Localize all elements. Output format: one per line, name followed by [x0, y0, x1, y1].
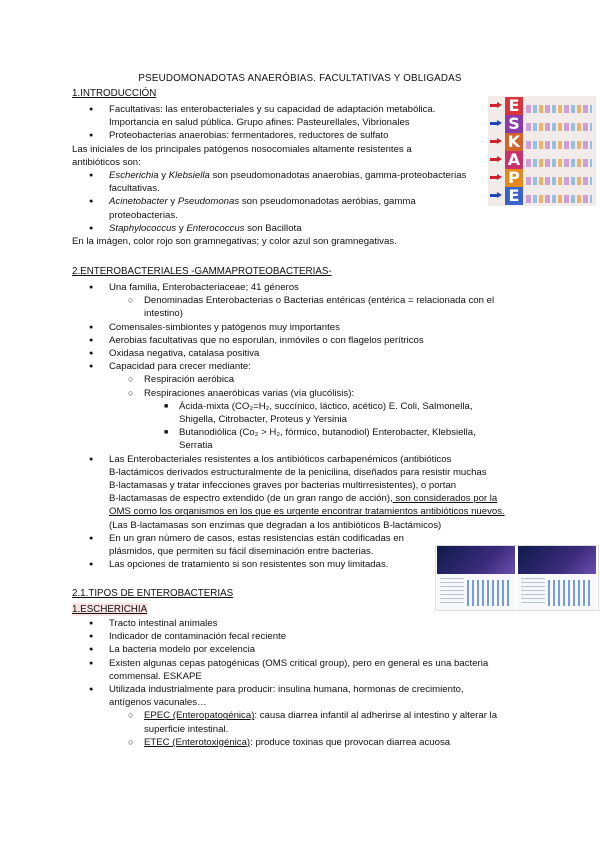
- who-report-image: [435, 545, 599, 611]
- report-text: [521, 578, 545, 606]
- bacteria-icons: [526, 195, 592, 203]
- genus-name: Klebsiella: [168, 170, 210, 182]
- underlined-text: OMS como los organismos en los que es urgente encontrar tratamientos antibióticos nuevos.: [109, 506, 505, 518]
- arrow-right-icon: [490, 138, 502, 145]
- bacteria-icons: [526, 141, 592, 149]
- genus-name: Escherichia: [109, 170, 159, 182]
- underlined-term: ETEC (Enterotoxigénica): [144, 736, 251, 748]
- text-line: Importancia en salud pública. Grupo afines: Pasteurellales, Vibrionales: [109, 117, 410, 129]
- eskape-row: [488, 151, 596, 169]
- escherichia-block: [72, 617, 532, 749]
- eskape-letter: E: [505, 187, 523, 205]
- sub-list-item: ○ Respiración aeróbica: [72, 373, 532, 386]
- list-item: [72, 103, 492, 129]
- section-heading-enterobacteriales: 2.ENTEROBACTERIALES -GAMMAPROTEOBACTERIAS-: [72, 266, 332, 277]
- text-line: proteobacterias.: [109, 209, 178, 221]
- text-line: Facultativas: las enterobacteriales y su capacidad de adaptación metabólica.: [109, 104, 436, 115]
- text-line: Utilizada industrialmente para producir: insulina humana, hormonas de crecimiento,: [109, 684, 464, 696]
- text-line: (Las B-lactamasas son enzimas que degradan a los antibióticos B-lactámicos): [109, 519, 442, 531]
- text-fragment: y: [158, 170, 169, 182]
- text-line: En un gran número de casos, estas resistencias están codificadas en: [109, 532, 404, 544]
- report-bars: [548, 580, 592, 606]
- list-item: [72, 683, 532, 709]
- report-banner: [518, 546, 596, 574]
- report-panel: [437, 546, 515, 610]
- arrow-right-icon: [490, 174, 502, 181]
- sub-list-item: [72, 736, 532, 749]
- text-fragment: y: [176, 222, 187, 234]
- text-line: antibióticos son:: [72, 156, 141, 168]
- bacteria-icons: [526, 177, 592, 185]
- list-item: ● Indicador de contaminación fecal reciente: [72, 630, 532, 643]
- text-line: B-lactámicos derivados estructuralmente de la penicilina, diseñados para resistir muchas: [109, 466, 487, 478]
- text-fragment: : produce toxinas que provocan diarrea acuosa: [250, 736, 451, 748]
- sub-list-item: [72, 294, 532, 320]
- genus-name: Acinetobacter: [109, 196, 168, 208]
- eskape-letter: P: [505, 169, 523, 187]
- text-line: Shigella, Citrobacter, Proteus y Yersinia: [179, 414, 347, 426]
- text-line: B-lactamasas y tratar infecciones graves por bacterias multirresistentes), o portan: [109, 480, 457, 492]
- text-line: Existen algunas cepas patogénicas (OMS critical group), pero en general es una bacteria: [109, 657, 489, 669]
- text-line: Ácida-mixta (CO₂=H₂, succínico, láctico, acético) E. Coli, Salmonella,: [179, 400, 473, 412]
- sub-sub-list-item: [72, 400, 532, 426]
- text-fragment: son pseudomonadotas anaerobias, gamma-proteobacterias: [209, 170, 467, 182]
- report-banner: [437, 546, 515, 574]
- bacteria-icons: [526, 123, 592, 131]
- eskape-row: [488, 133, 596, 151]
- bacteria-icons: [526, 105, 592, 113]
- text-line: B-lactamasas de espectro extendido (de un gran rango de acción),: [109, 493, 393, 505]
- page-title: PSEUDOMONADOTAS ANAERÓBIAS. FACULTATIVAS Y OBLIGADAS: [138, 73, 462, 84]
- list-item: [72, 453, 532, 532]
- eskape-letter: E: [505, 97, 523, 115]
- text-line: Las iniciales de los principales patógenos nosocomiales altamente resistentes a: [72, 143, 412, 155]
- list-item: ● Proteobacterias anaerobias: fermentadores, reductores de sulfato: [72, 129, 492, 142]
- intro-block: [72, 103, 492, 248]
- text-fragment: son Bacillota: [244, 222, 302, 234]
- text-fragment: son pseudomonadotas aeróbias, gamma: [239, 196, 416, 208]
- eskape-figure: [488, 96, 596, 206]
- text-line: Serratia: [179, 440, 213, 452]
- eskape-letter: A: [505, 151, 523, 169]
- sub-list-item: [72, 709, 532, 735]
- eskape-row: [488, 169, 596, 187]
- genus-name: Staphylococcus: [109, 222, 177, 234]
- text-line: Butanodiólica (Co₂ > H₂, fórmico, butanodiol) Enterobacter, Klebsiella,: [179, 427, 476, 439]
- list-item: ● Comensales-simbiontes y patógenos muy importantes: [72, 321, 532, 334]
- subsection-heading-escherichia: 1.ESCHERICHIA: [72, 604, 148, 615]
- list-item: [72, 195, 492, 221]
- text-fragment: y: [167, 196, 178, 208]
- list-item: ● Tracto intestinal animales: [72, 617, 532, 630]
- arrow-right-icon: [490, 156, 502, 163]
- list-item: [72, 169, 492, 195]
- eskape-letter: S: [505, 115, 523, 133]
- paragraph: En la imágen, color rojo son gramnegativas; y color azul son gramnegativas.: [72, 236, 397, 248]
- text-line: Las Enterobacteriales resistentes a los antibióticos carbapenémicos (antibióticos: [109, 453, 452, 465]
- underlined-term: EPEC (Enteropatogénica): [144, 710, 255, 722]
- list-item: ● La bacteria modelo por excelencia: [72, 643, 532, 656]
- list-item: ● Una familia, Enterobacteriaceae; 41 géneros: [72, 281, 532, 294]
- eskape-row: [488, 187, 596, 205]
- list-item: ● Capacidad para crecer mediante:: [72, 360, 532, 373]
- sub-list-item: ○ Respiraciones anaeróbicas varias (vía glucólisis):: [72, 387, 532, 400]
- text-line: commensal. ESKAPE: [109, 670, 202, 682]
- report-panel: [518, 546, 596, 610]
- text-line: facultativas.: [109, 183, 160, 195]
- eskape-row: [488, 115, 596, 133]
- text-line: superficie intestinal.: [144, 723, 229, 735]
- list-item: ● Aerobias facultativas que no esporulan, inmóviles o con flagelos perítricos: [72, 334, 532, 347]
- report-bars: [467, 580, 511, 606]
- arrow-right-icon: [490, 102, 502, 109]
- list-item: [72, 657, 532, 683]
- text-line: Denominadas Enterobacterias o Bacterias entéricas (entérica = relacionada con el: [144, 295, 495, 307]
- list-item: [72, 222, 492, 235]
- arrow-right-icon: [490, 192, 502, 199]
- bacteria-icons: [526, 159, 592, 167]
- text-line: intestino): [144, 308, 183, 320]
- paragraph: [72, 143, 492, 169]
- genus-name: Enterococcus: [186, 222, 245, 234]
- text-line: antígenos vacunales…: [109, 697, 207, 709]
- enterobacteriales-block: [72, 281, 532, 571]
- report-text: [440, 578, 464, 606]
- sub-sub-list-item: [72, 426, 532, 452]
- arrow-right-icon: [490, 120, 502, 127]
- genus-name: Pseudomonas: [177, 196, 240, 208]
- section-heading-intro: 1.INTRODUCCIÓN: [72, 88, 157, 99]
- text-line: plásmidos, que permiten su fácil diseminación entre bacterias.: [109, 546, 374, 558]
- list-item: ● Oxidasa negativa, catalasa positiva: [72, 347, 532, 360]
- section-heading-tipos: 2.1.TIPOS DE ENTEROBACTERIAS: [72, 588, 234, 599]
- eskape-letter: K: [505, 133, 523, 151]
- underlined-text: son considerados por la: [392, 493, 498, 505]
- list-item: ● Las opciones de tratamiento si son resistentes son muy limitadas.: [72, 558, 532, 571]
- eskape-row: [488, 97, 596, 115]
- text-fragment: : causa diarrea infantil al adherirse al intestino y alterar la: [254, 710, 498, 722]
